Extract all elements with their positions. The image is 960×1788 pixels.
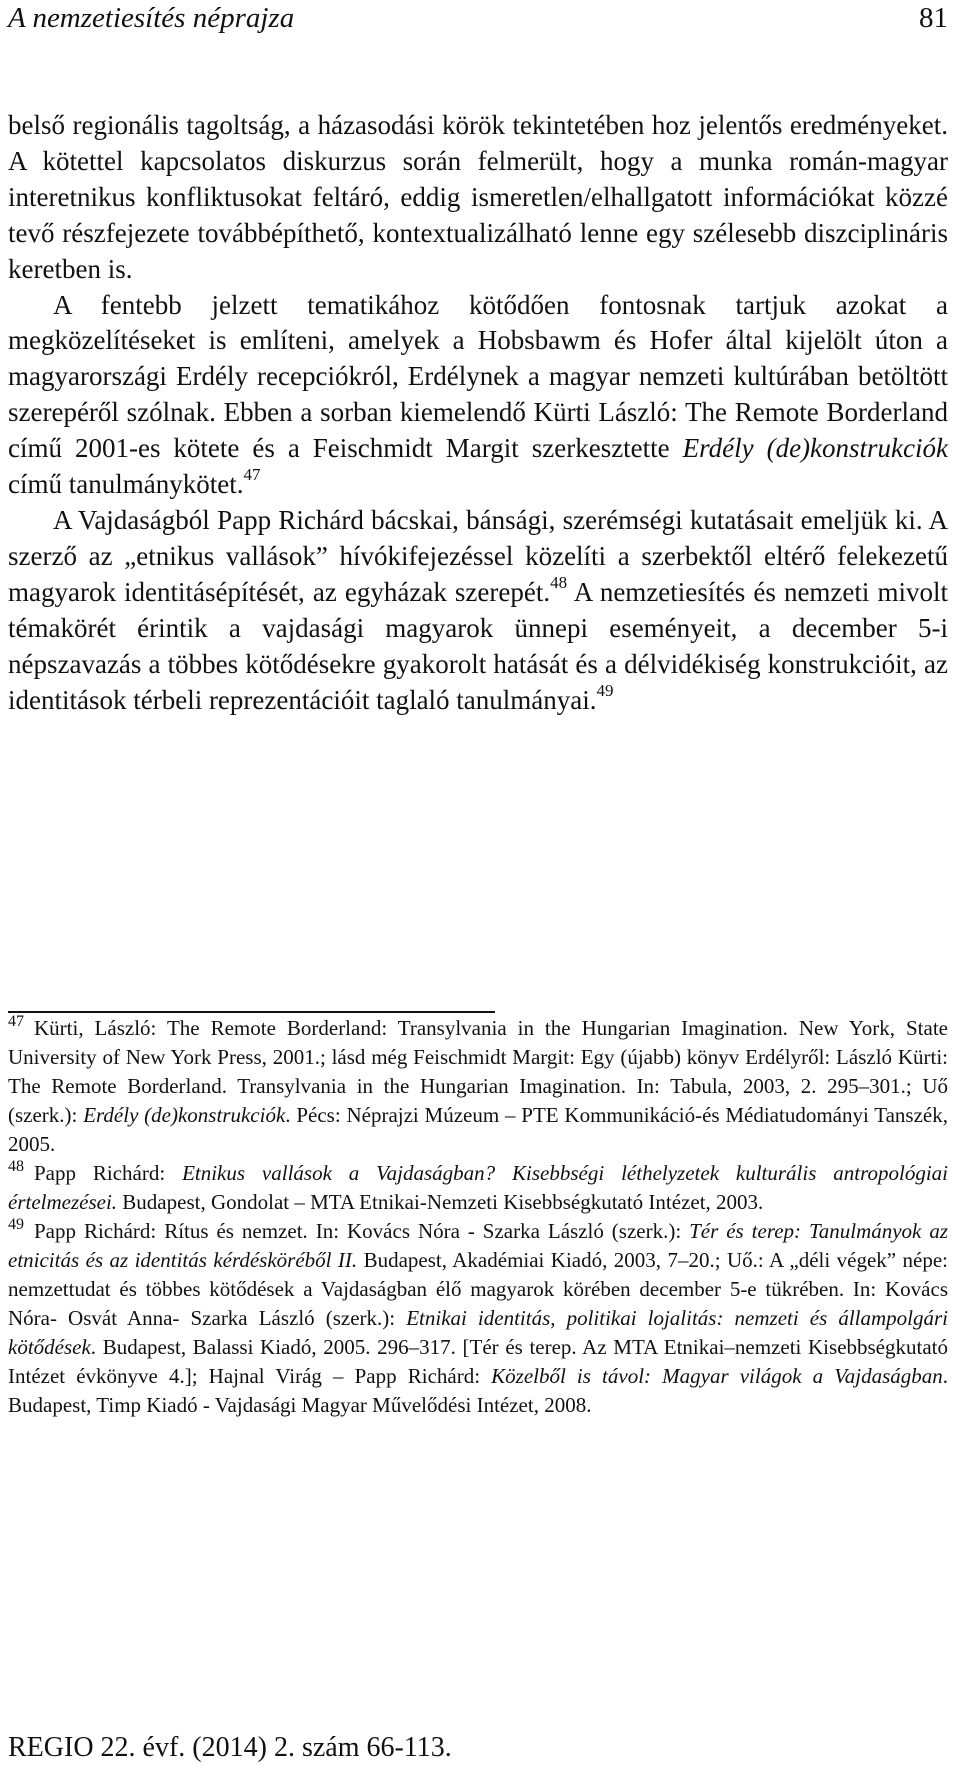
journal-citation-footer: REGIO 22. évf. (2014) 2. szám 66-113. — [8, 1732, 452, 1763]
page-number: 81 — [919, 2, 948, 34]
paragraph-2-text: A fentebb jelzett tematikához kötődően fontosnak tartjuk azokat a megközelítéseket is említeni, amelyek a Hobsbawm és Hofer által kijelölt úton a magyarországi Erdély recepciókról, Erdélynek a magyar nemzeti kultúrában betöltött szerepéről szólnak. Ebben a sorban kiemelendő Kürti László: The Remote Borderland című 2001-es kötete és a Feischmidt Margit szerkesztette — [8, 289, 948, 464]
body-text — [8, 108, 948, 718]
footnote-49-text-2: Budapest, Akadémiai Kiadó, 2003, 7–20.; Uő.: A „déli végek” népe: nemzettudat és többes kötődések a Vajdaságban élő magyarok körében december 5-e tükrében. In: Kovács Nóra- Osvát Anna- Szarka László (szerk.): — [8, 1248, 949, 1330]
footnote-47-mark: 47 — [8, 1013, 24, 1030]
footnote-47 — [8, 1014, 948, 1159]
paragraph-2 — [8, 288, 948, 503]
footnote-47-text: Kürti, László: The Remote Borderland: Transylvania in the Hungarian Imagination. New York, State University of New York Press, 2001.; lásd még Feischmidt Margit: Egy (újabb) könyv Erdélyről: László Kürti: The Remote Borderland. Transylvania in the Hungarian Imagination. In: Tabula, 2003, 2. 295–301.; Uő (szerk.): — [8, 1016, 948, 1127]
paragraph-1 — [8, 108, 948, 288]
footnote-49-text-3: . Budapest, Balassi Kiadó, 2005. 296–317. [Tér és terep. Az MTA Etnikai–nemzeti Kisebbségkutató Intézet évkönyve 4.]; Hajnal Virág – Papp Richárd: — [8, 1335, 948, 1388]
paragraph-3 — [8, 503, 948, 718]
footnote-49-italic-3: Közelből is távol: Magyar világok a Vajdaságban — [491, 1364, 943, 1388]
running-header-title: A nemzetiesítés néprajza — [8, 2, 295, 34]
footnote-48-italic: Etnikus vallások a Vajdaságban? Kisebbségi léthelyzetek kulturális antropológiai értelmezései. — [8, 1161, 948, 1214]
footnote-ref-47[interactable]: 47 — [243, 465, 261, 485]
footnote-49-italic-2: Etnikai identitás, politikai lojalitás: nemzeti és állampolgári kötődések — [8, 1306, 948, 1359]
paragraph-2-italic-title: Erdély (de)konstrukciók — [682, 433, 949, 464]
footnote-48-text: Papp Richárd: — [34, 1161, 183, 1185]
footnote-47-italic: Erdély (de)konstrukciók — [83, 1103, 286, 1127]
footnote-49-italic-1: Tér és terep: Tanulmányok az etnicitás és az identitás kérdésköréből II. — [8, 1219, 948, 1272]
footnote-49-text: Papp Richárd: Rítus és nemzet. In: Kovács Nóra - Szarka László (szerk.): — [34, 1219, 690, 1243]
paragraph-1-text: belső regionális tagoltság, a házasodási körök tekintetében hoz jelentős eredményeket. A kötettel kapcsolatos diskurzus során felmerült, hogy a munka román-magyar interetnikus konfliktusokat feltáró, eddig ismeretlen/elhallgatott információkat közzé tevő részfejezete továbbépíthető, kontextualizálható lenne egy szélesebb diszciplináris keretben is. — [8, 110, 948, 284]
paragraph-3-text: A Vajdaságból Papp Richárd bácskai, bánsági, szerémségi kutatásait emeljük ki. A szerző az „etnikus vallások” hívókifejezéssel közelíti a szerbektől eltérő felekezetű magyarok identitásépítését, az egyházak szerepét. — [8, 504, 948, 607]
footnote-ref-48[interactable]: 48 — [550, 572, 568, 592]
footnote-48-text-end: Budapest, Gondolat – MTA Etnikai-Nemzeti Kisebbségkutató Intézet, 2003. — [117, 1190, 764, 1214]
paragraph-2-text-end: című tanulmánykötet. — [8, 469, 244, 500]
paragraph-3-text-end: A nemzetiesítés és nemzeti mivolt témakörét érintik a vajdasági magyarok ünnepi eseményeit, a december 5-i népszavazás a többes kötődésekre gyakorolt hatását és a délvidékiség konstrukcióit, az identitások térbeli reprezentációit taglaló tanulmányai. — [8, 576, 948, 715]
footnote-48-mark: 48 — [8, 1158, 24, 1175]
footnote-separator — [8, 1011, 495, 1013]
footnote-47-text-end: . Pécs: Néprajzi Múzeum – PTE Kommunikáció-és Médiatudományi Tanszék, 2005. — [8, 1103, 948, 1156]
footnote-ref-49[interactable]: 49 — [596, 680, 614, 700]
footnotes — [8, 1014, 948, 1420]
footnote-49 — [8, 1217, 948, 1420]
footnote-48 — [8, 1159, 948, 1217]
footnote-49-text-end: . Budapest, Timp Kiadó - Vajdasági Magyar Művelődési Intézet, 2008. — [8, 1364, 948, 1417]
footnote-49-mark: 49 — [8, 1216, 24, 1233]
